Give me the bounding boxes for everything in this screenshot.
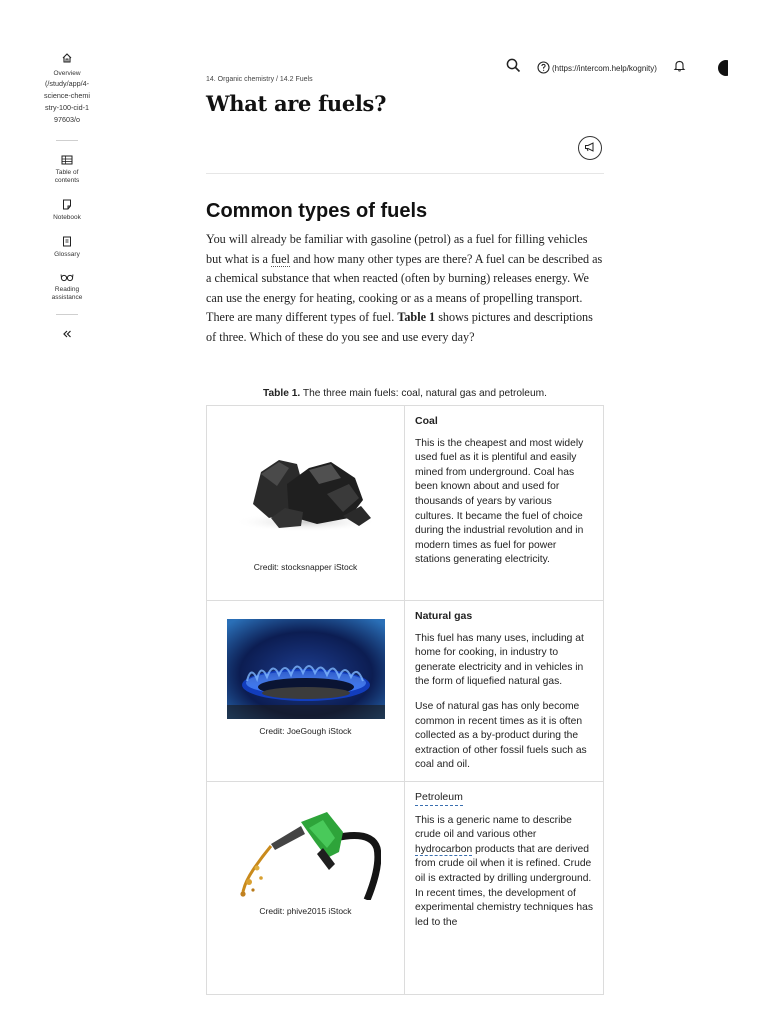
title-divider <box>206 173 604 174</box>
fuel-description-2: Use of natural gas has only become common in recent times as it is often collected as a by-product during the extraction of other fossil fuels such as coal and oil. <box>415 700 587 771</box>
fuel-description-text: products that are derived from crude oil when it is refined. Crude oil is extracted by drilling underground. In recent times, the development of experimental chemistry techniques has led to the <box>415 843 593 928</box>
collapse-sidebar-button[interactable] <box>44 329 90 339</box>
table-caption <box>206 388 604 399</box>
table-of-contents-icon <box>61 155 73 165</box>
fuel-description: This is the cheapest and most widely used fuel as it is plentiful and easily mined from underground. Coal has been known about and used for thousands of years by various cultures. It became the fuel of choice during the industrial revolution and in modern times as fuel for power stations generating electricity. <box>415 437 584 566</box>
intro-text-3: shows pictures and descriptions of three. Which of these do you see and use every day? <box>206 310 593 344</box>
sidebar-item-table-of-contents[interactable] <box>44 155 90 185</box>
megaphone-icon <box>584 139 596 157</box>
intro-text-1: You will already be familiar with gasoline (petrol) as a fuel for filling vehicles but what is a <box>206 232 588 266</box>
description-cell <box>405 782 603 995</box>
sidebar-item-label: Notebook <box>53 214 81 221</box>
sidebar-divider <box>56 140 78 141</box>
fuel-description <box>415 814 593 931</box>
description-cell <box>405 406 603 600</box>
intro-text-2: and how many other types are there? A fuel can be described as a chemical substance that when reacted (often by burning) releases energy. We can use the energy for heating, cooking or as a means of propelling transport. There are many different types of fuel. <box>206 251 603 324</box>
avatar[interactable] <box>718 60 728 76</box>
table-row <box>207 782 603 995</box>
description-cell <box>405 601 603 781</box>
glossary-term-petroleum[interactable]: Petroleum <box>415 790 463 806</box>
page-title: What are fuels? <box>206 91 387 116</box>
sidebar-item-label: Table of contents <box>54 169 80 184</box>
intro-paragraph <box>206 230 604 347</box>
table-reference: Table 1 <box>397 310 436 324</box>
sidebar-item-label: Reading assistance <box>51 286 83 301</box>
image-cell <box>207 782 405 995</box>
image-cell <box>207 406 405 600</box>
section-title: Common types of fuels <box>206 200 428 222</box>
gas-flame-image <box>227 619 385 719</box>
home-icon <box>61 52 73 64</box>
glasses-icon <box>60 273 74 282</box>
image-credit: Credit: JoeGough iStock <box>259 726 352 736</box>
image-credit: Credit: stocksnapper iStock <box>253 562 358 572</box>
fuel-name: Coal <box>415 415 438 427</box>
overview-path: (/study/app/4-science-chemistry-100-cid-197603/o <box>44 79 90 124</box>
sidebar-divider <box>56 314 78 315</box>
bell-icon[interactable] <box>673 59 686 77</box>
fuel-nozzle-image <box>231 808 381 900</box>
image-cell <box>207 601 405 781</box>
sidebar-item-reading-assistance[interactable] <box>44 273 90 302</box>
glossary-icon <box>62 236 72 247</box>
fuel-table <box>206 405 604 995</box>
sidebar-item-overview[interactable] <box>44 52 90 126</box>
table-row <box>207 601 603 782</box>
fuel-description: This fuel has many uses, including at home for cooking, in industry to generate electricity and in vehicles in the form of liquefied natural gas. <box>415 632 584 688</box>
image-credit: Credit: phive2015 iStock <box>259 906 352 916</box>
sidebar-item-label: Glossary <box>54 251 80 258</box>
notebook-icon <box>62 199 72 210</box>
table-caption-text: The three main fuels: coal, natural gas and petroleum. <box>300 388 547 399</box>
help-link-text: (https://intercom.help/kognity) <box>552 63 657 73</box>
glossary-term-hydrocarbon[interactable]: hydrocarbon <box>415 843 473 855</box>
sidebar-item-notebook[interactable] <box>44 199 90 222</box>
main-content <box>206 70 604 928</box>
coal-image <box>231 434 381 544</box>
table-caption-label: Table 1. <box>263 388 301 399</box>
sidebar <box>44 52 90 339</box>
fuel-name: Natural gas <box>415 610 473 622</box>
feedback-button[interactable] <box>578 136 602 160</box>
sidebar-item-label: Overview <box>53 70 81 77</box>
glossary-term-fuel[interactable]: fuel <box>271 251 290 266</box>
breadcrumb[interactable]: 14. Organic chemistry / 14.2 Fuels <box>206 76 313 83</box>
fuel-description-text: This is a generic name to describe crude oil and various other <box>415 814 572 841</box>
double-chevron-left-icon <box>62 329 72 339</box>
sidebar-item-glossary[interactable] <box>44 236 90 259</box>
table-row <box>207 406 603 601</box>
